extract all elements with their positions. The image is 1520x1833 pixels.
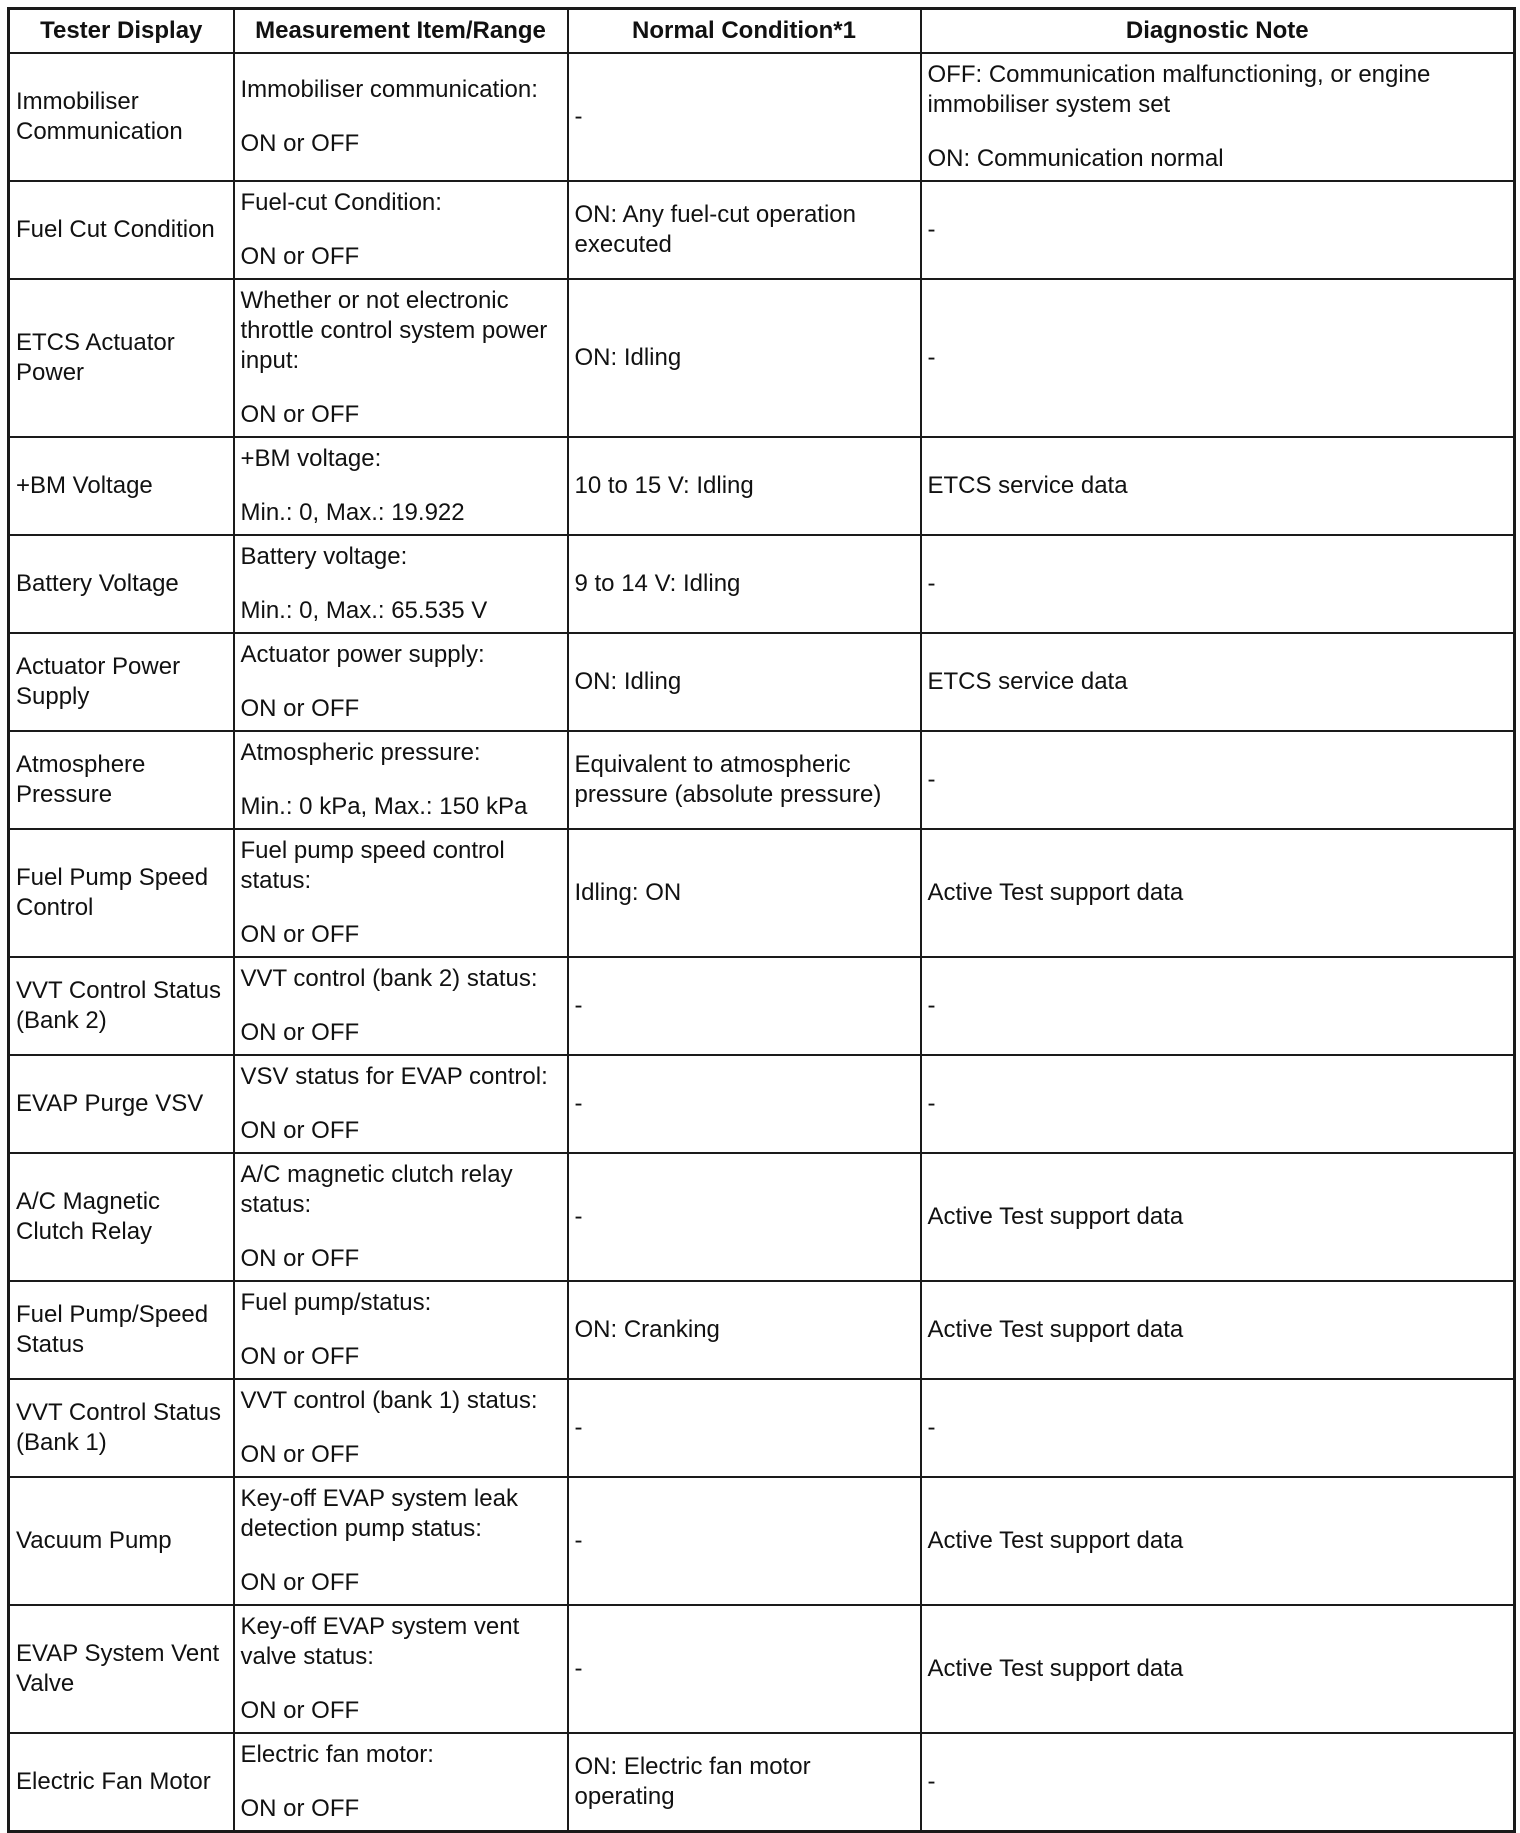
diagnostic-note-text: ETCS service data xyxy=(927,472,1128,499)
measurement-cell xyxy=(234,1733,568,1832)
measurement-cell xyxy=(234,1055,568,1153)
measurement-cell xyxy=(234,1379,568,1477)
diagnostic-note-cell xyxy=(921,633,1515,731)
table-row xyxy=(9,181,1515,279)
measurement-item: Key-off EVAP system leak detection pump status: xyxy=(240,1485,518,1542)
diagnostic-note-cell xyxy=(921,731,1515,829)
normal-condition-cell: Idling: ON xyxy=(568,829,921,957)
table-row xyxy=(9,1477,1515,1605)
normal-condition-cell: - xyxy=(568,1605,921,1733)
measurement-item: VVT control (bank 2) status: xyxy=(240,965,538,992)
table-row xyxy=(9,1733,1515,1832)
header-diagnostic-note: Diagnostic Note xyxy=(921,9,1515,54)
measurement-cell xyxy=(234,957,568,1055)
measurement-item: Fuel pump speed control status: xyxy=(240,837,505,894)
measurement-cell xyxy=(234,731,568,829)
normal-condition-cell: 9 to 14 V: Idling xyxy=(568,535,921,633)
data-list-table xyxy=(7,7,1516,1833)
measurement-range: ON or OFF xyxy=(240,243,360,270)
diagnostic-note-text: - xyxy=(927,766,936,793)
diagnostic-note-text: ETCS service data xyxy=(927,668,1128,695)
table-row xyxy=(9,1605,1515,1733)
measurement-item: Battery voltage: xyxy=(240,543,408,570)
diagnostic-note-text: Active Test support data xyxy=(927,1316,1184,1343)
tester-display-cell: EVAP System Vent Valve xyxy=(9,1605,234,1733)
measurement-item: Electric fan motor: xyxy=(240,1741,434,1768)
measurement-cell xyxy=(234,1153,568,1281)
diagnostic-note-text: ON: Communication normal xyxy=(927,145,1224,172)
tester-display-cell: Vacuum Pump xyxy=(9,1477,234,1605)
measurement-range: ON or OFF xyxy=(240,1343,360,1370)
diagnostic-note-text: - xyxy=(927,992,936,1019)
diagnostic-note-cell xyxy=(921,181,1515,279)
measurement-range: ON or OFF xyxy=(240,695,360,722)
diagnostic-note-cell xyxy=(921,829,1515,957)
measurement-cell xyxy=(234,53,568,181)
diagnostic-note-cell xyxy=(921,535,1515,633)
measurement-item: Fuel pump/status: xyxy=(240,1289,432,1316)
diagnostic-note-cell xyxy=(921,1477,1515,1605)
diagnostic-note-text: - xyxy=(927,1090,936,1117)
tester-display-cell: Immobiliser Communication xyxy=(9,53,234,181)
normal-condition-cell: 10 to 15 V: Idling xyxy=(568,437,921,535)
measurement-range: ON or OFF xyxy=(240,130,360,157)
header-tester-display: Tester Display xyxy=(9,9,234,54)
table-row xyxy=(9,1153,1515,1281)
diagnostic-note-text: - xyxy=(927,1414,936,1441)
diagnostic-note-text: - xyxy=(927,1768,936,1795)
normal-condition-cell: ON: Idling xyxy=(568,633,921,731)
measurement-range: ON or OFF xyxy=(240,1117,360,1144)
measurement-item: Key-off EVAP system vent valve status: xyxy=(240,1613,520,1670)
normal-condition-cell: - xyxy=(568,53,921,181)
tester-display-cell: A/C Magnetic Clutch Relay xyxy=(9,1153,234,1281)
table-row xyxy=(9,53,1515,181)
measurement-range: Min.: 0, Max.: 65.535 V xyxy=(240,597,488,624)
diagnostic-note-cell xyxy=(921,1379,1515,1477)
measurement-cell xyxy=(234,1605,568,1733)
normal-condition-cell: Equivalent to atmospheric pressure (absolute pressure) xyxy=(568,731,921,829)
measurement-range: ON or OFF xyxy=(240,1441,360,1468)
diagnostic-note-cell xyxy=(921,279,1515,437)
tester-display-cell: Electric Fan Motor xyxy=(9,1733,234,1832)
normal-condition-cell: - xyxy=(568,957,921,1055)
table-row xyxy=(9,1281,1515,1379)
measurement-cell xyxy=(234,181,568,279)
diagnostic-note-cell xyxy=(921,1733,1515,1832)
tester-display-cell: +BM Voltage xyxy=(9,437,234,535)
tester-display-cell: VVT Control Status (Bank 1) xyxy=(9,1379,234,1477)
diagnostic-note-cell xyxy=(921,957,1515,1055)
measurement-cell xyxy=(234,535,568,633)
measurement-range: ON or OFF xyxy=(240,401,360,428)
table-row xyxy=(9,535,1515,633)
normal-condition-cell: ON: Any fuel-cut operation executed xyxy=(568,181,921,279)
normal-condition-cell: ON: Cranking xyxy=(568,1281,921,1379)
measurement-cell xyxy=(234,279,568,437)
table-row xyxy=(9,957,1515,1055)
measurement-range: Min.: 0, Max.: 19.922 xyxy=(240,499,465,526)
measurement-range: ON or OFF xyxy=(240,1697,360,1724)
diagnostic-note-text: Active Test support data xyxy=(927,879,1184,906)
tester-display-cell: Atmosphere Pressure xyxy=(9,731,234,829)
diagnostic-note-cell xyxy=(921,1055,1515,1153)
diagnostic-note-cell xyxy=(921,1605,1515,1733)
table-row xyxy=(9,1055,1515,1153)
diagnostic-note-cell xyxy=(921,1281,1515,1379)
diagnostic-note-text: Active Test support data xyxy=(927,1203,1184,1230)
normal-condition-cell: - xyxy=(568,1477,921,1605)
measurement-cell xyxy=(234,1281,568,1379)
measurement-range: ON or OFF xyxy=(240,1569,360,1596)
diagnostic-note-text: OFF: Communication malfunctioning, or engine immobiliser system set xyxy=(927,61,1431,118)
table-row xyxy=(9,437,1515,535)
measurement-range: ON or OFF xyxy=(240,921,360,948)
diagnostic-note-cell xyxy=(921,1153,1515,1281)
diagnostic-note-text: Active Test support data xyxy=(927,1527,1184,1554)
tester-display-cell: Battery Voltage xyxy=(9,535,234,633)
normal-condition-cell: ON: Idling xyxy=(568,279,921,437)
table-row xyxy=(9,829,1515,957)
measurement-item: Whether or not electronic throttle control system power input: xyxy=(240,287,548,374)
normal-condition-cell: - xyxy=(568,1055,921,1153)
measurement-range: ON or OFF xyxy=(240,1245,360,1272)
measurement-cell xyxy=(234,829,568,957)
measurement-cell xyxy=(234,437,568,535)
normal-condition-cell: - xyxy=(568,1153,921,1281)
measurement-range: ON or OFF xyxy=(240,1795,360,1822)
header-measurement-item-range: Measurement Item/Range xyxy=(234,9,568,54)
normal-condition-cell: ON: Electric fan motor operating xyxy=(568,1733,921,1832)
tester-display-cell: Actuator Power Supply xyxy=(9,633,234,731)
header-normal-condition: Normal Condition*1 xyxy=(568,9,921,54)
diagnostic-note-cell xyxy=(921,53,1515,181)
measurement-item: +BM voltage: xyxy=(240,445,382,472)
measurement-cell xyxy=(234,633,568,731)
measurement-item: A/C magnetic clutch relay status: xyxy=(240,1161,513,1218)
measurement-item: VSV status for EVAP control: xyxy=(240,1063,548,1090)
diagnostic-note-cell xyxy=(921,437,1515,535)
measurement-item: Fuel-cut Condition: xyxy=(240,189,442,216)
measurement-item: Actuator power supply: xyxy=(240,641,485,668)
measurement-item: Immobiliser communication: xyxy=(240,76,538,103)
tester-display-cell: Fuel Pump/Speed Status xyxy=(9,1281,234,1379)
tester-display-cell: EVAP Purge VSV xyxy=(9,1055,234,1153)
table-row xyxy=(9,633,1515,731)
tester-display-cell: Fuel Pump Speed Control xyxy=(9,829,234,957)
diagnostic-note-text: - xyxy=(927,570,936,597)
table-header-row xyxy=(9,9,1515,54)
table-row xyxy=(9,1379,1515,1477)
table-row xyxy=(9,731,1515,829)
tester-display-cell: VVT Control Status (Bank 2) xyxy=(9,957,234,1055)
measurement-cell xyxy=(234,1477,568,1605)
tester-display-cell: Fuel Cut Condition xyxy=(9,181,234,279)
table-body xyxy=(9,53,1515,1832)
table-row xyxy=(9,279,1515,437)
diagnostic-note-text: Active Test support data xyxy=(927,1655,1184,1682)
measurement-item: Atmospheric pressure: xyxy=(240,739,481,766)
normal-condition-cell: - xyxy=(568,1379,921,1477)
measurement-range: ON or OFF xyxy=(240,1019,360,1046)
tester-display-cell: ETCS Actuator Power xyxy=(9,279,234,437)
diagnostic-note-text: - xyxy=(927,216,936,243)
diagnostic-note-text: - xyxy=(927,344,936,371)
data-list-sheet xyxy=(7,7,1513,1833)
measurement-item: VVT control (bank 1) status: xyxy=(240,1387,538,1414)
measurement-range: Min.: 0 kPa, Max.: 150 kPa xyxy=(240,793,528,820)
